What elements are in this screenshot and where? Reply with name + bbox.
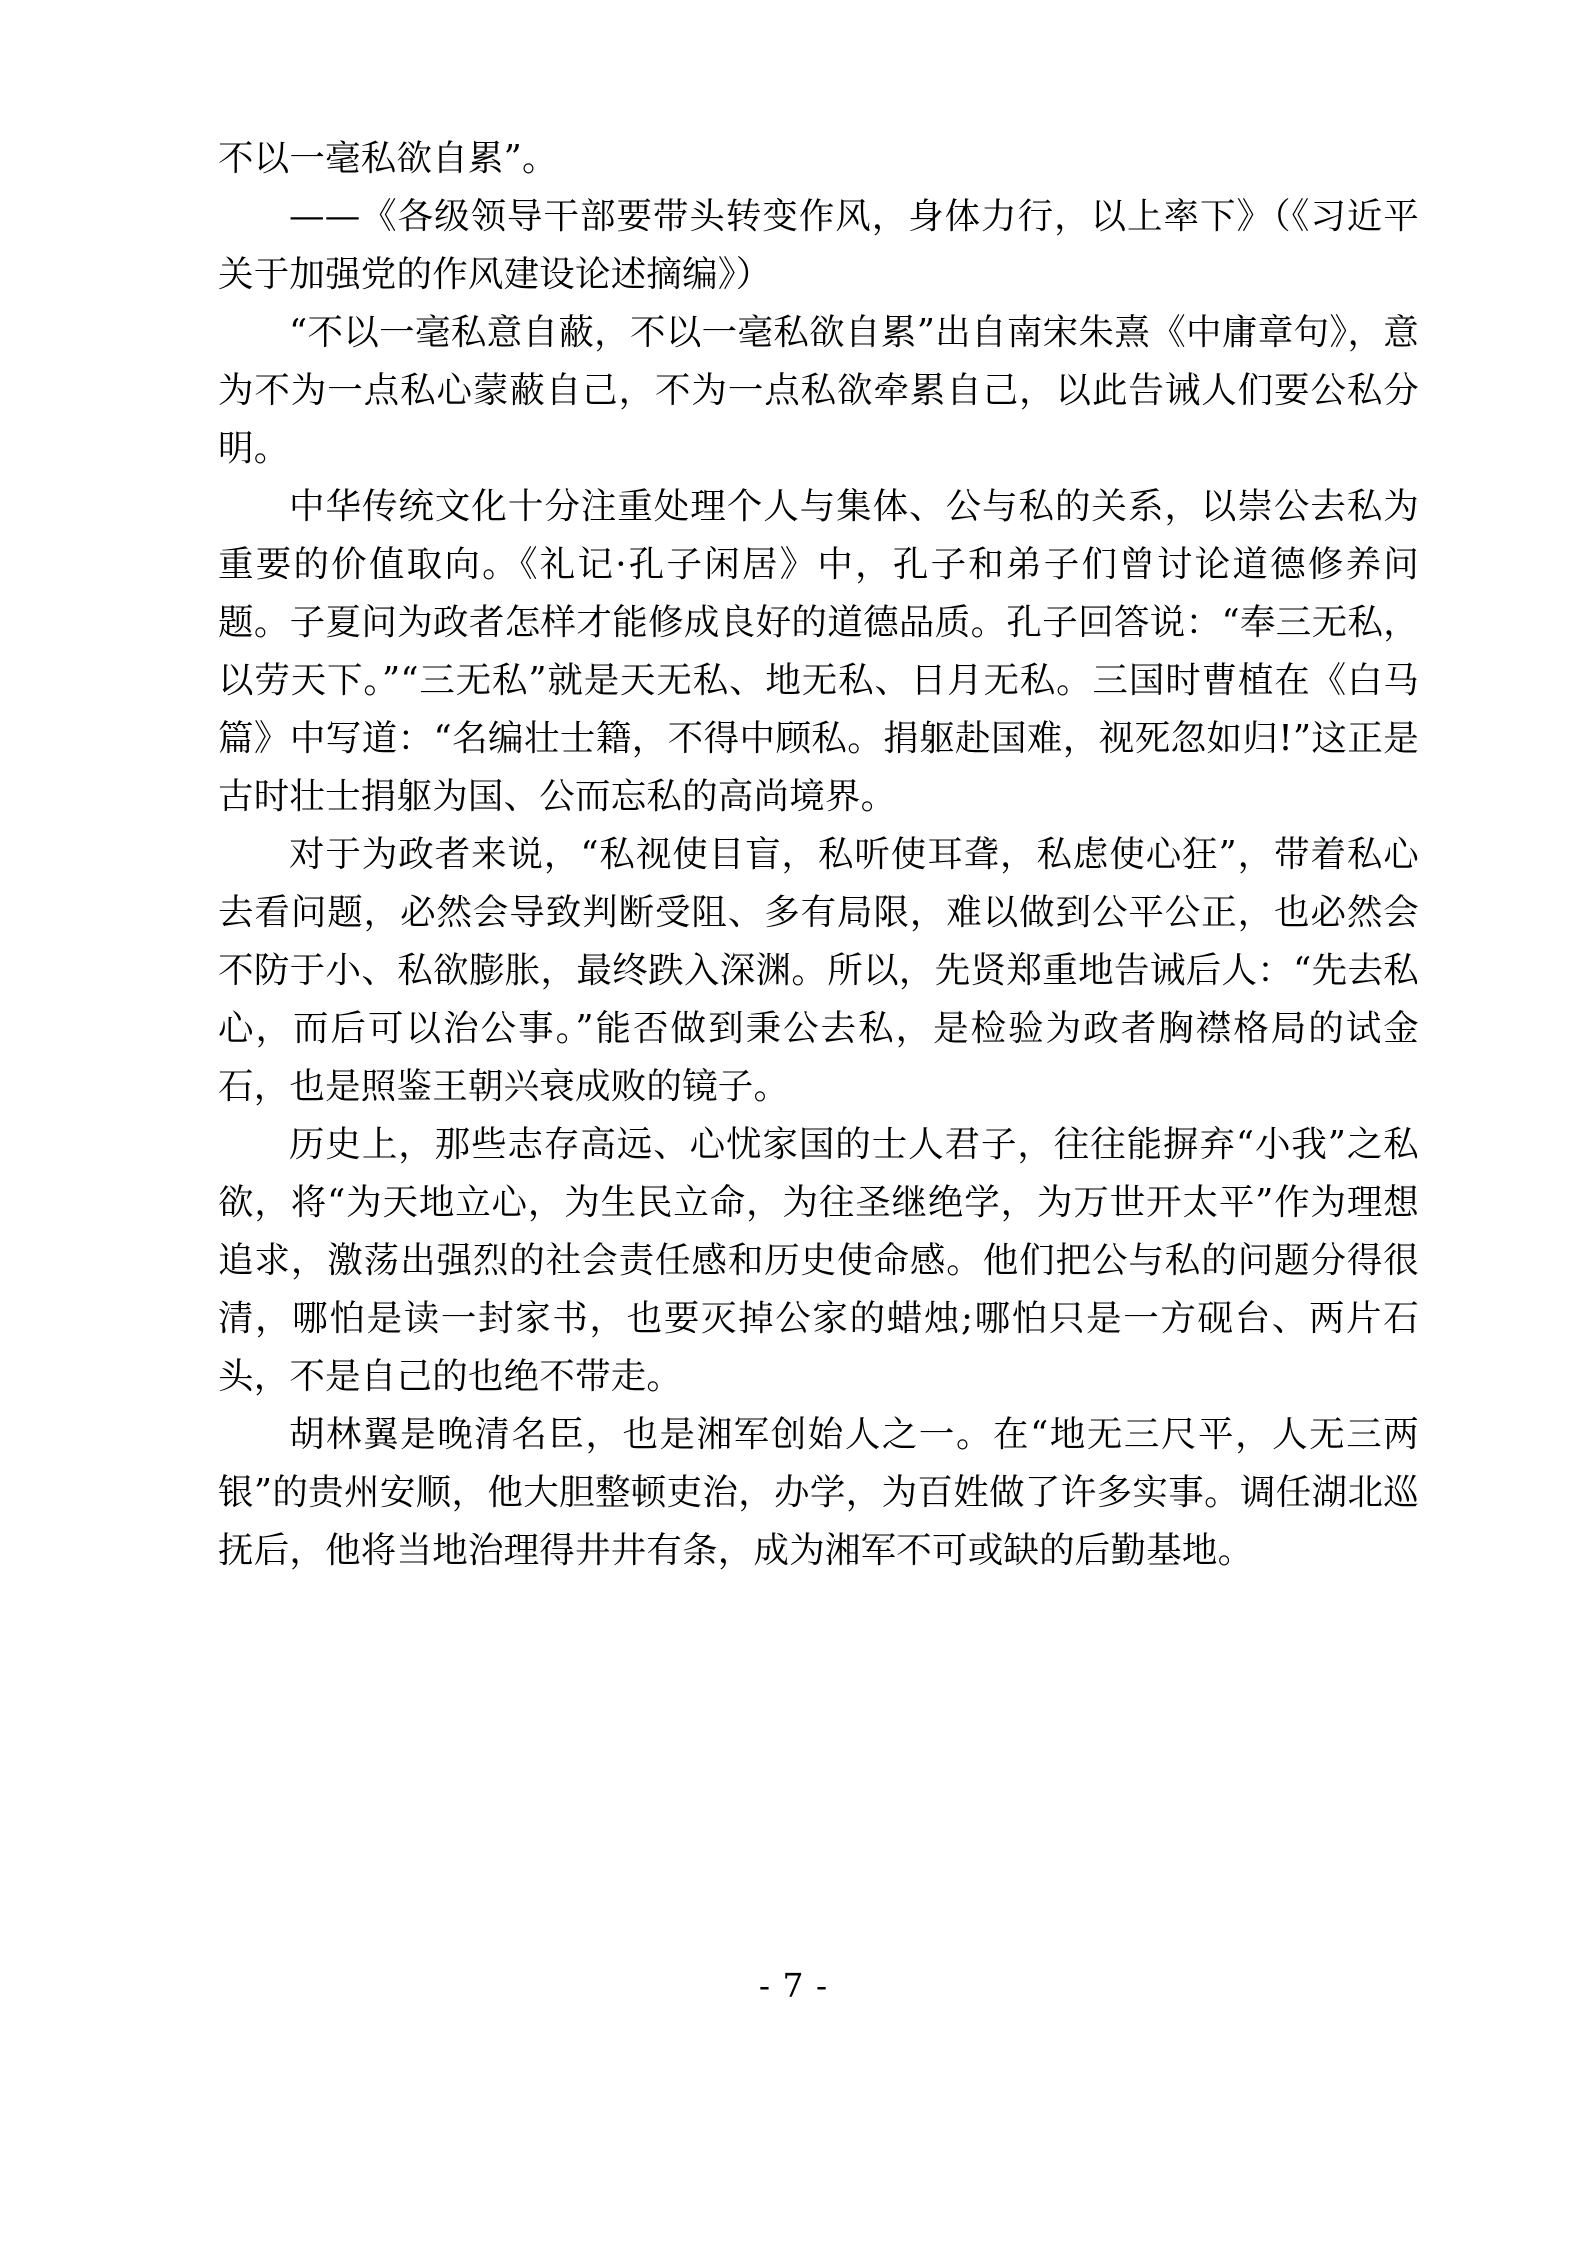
paragraph: 胡林翼是晚清名臣，也是湘军创始人之一。在“地无三尺平，人无三两银”的贵州安顺，他大胆整顿吏治，办学，为百姓做了许多实事。调任湖北巡抚后，他将当地治理得井井有条，成为湘军不可或缺的后勤基地。 (218, 1414, 1419, 1571)
paragraph: 历史上，那些志存高远、心忧家国的士人君子，往往能摒弃“小我”之私欲，将“为天地立心，为生民立命，为往圣继绝学，为万世开太平”作为理想追求，激荡出强烈的社会责任感和历史使命感。他们把公与私的问题分得很清，哪怕是读一封家书，也要灭掉公家的蜡烛;哪怕只是一方砚台、两片石头，不是自己的也绝不带走。 (218, 1124, 1419, 1397)
paragraph: 中华传统文化十分注重处理个人与集体、公与私的关系，以崇公去私为重要的价值取向。《礼记·孔子闲居》中，孔子和弟子们曾讨论道德修养问题。子夏问为政者怎样才能修成良好的道德品质。孔子回答说：“奉三无私，以劳天下。”“三无私”就是天无私、地无私、日月无私。三国时曹植在《白马篇》中写道：“名编壮士籍，不得中顾私。捐躯赴国难，视死忽如归!”这正是古时壮士捐躯为国、公而忘私的高尚境界。 (218, 486, 1419, 817)
paragraph: 不以一毫私欲自累”。 (218, 138, 558, 179)
paragraph: “不以一毫私意自蔽，不以一毫私欲自累”出自南宋朱熹《中庸章句》，意为不为一点私心蒙蔽自己，不为一点私欲牵累自己，以此告诫人们要公私分明。 (218, 312, 1419, 469)
document-body (218, 130, 1419, 1580)
paragraph: 对于为政者来说，“私视使目盲，私听使耳聋，私虑使心狂”，带着私心去看问题，必然会导致判断受阻、多有局限，难以做到公平公正，也必然会不防于小、私欲膨胀，最终跌入深渊。所以，先贤郑重地告诫后人：“先去私心，而后可以治公事。”能否做到秉公去私，是检验为政者胸襟格局的试金石，也是照鉴王朝兴衰成败的镜子。 (218, 834, 1419, 1107)
page-number: - 7 - (758, 1966, 829, 2005)
paragraph-citation: ——《各级领导干部要带头转变作风，身体力行，以上率下》（《习近平关于加强党的作风建设论述摘编》） (218, 196, 1419, 295)
